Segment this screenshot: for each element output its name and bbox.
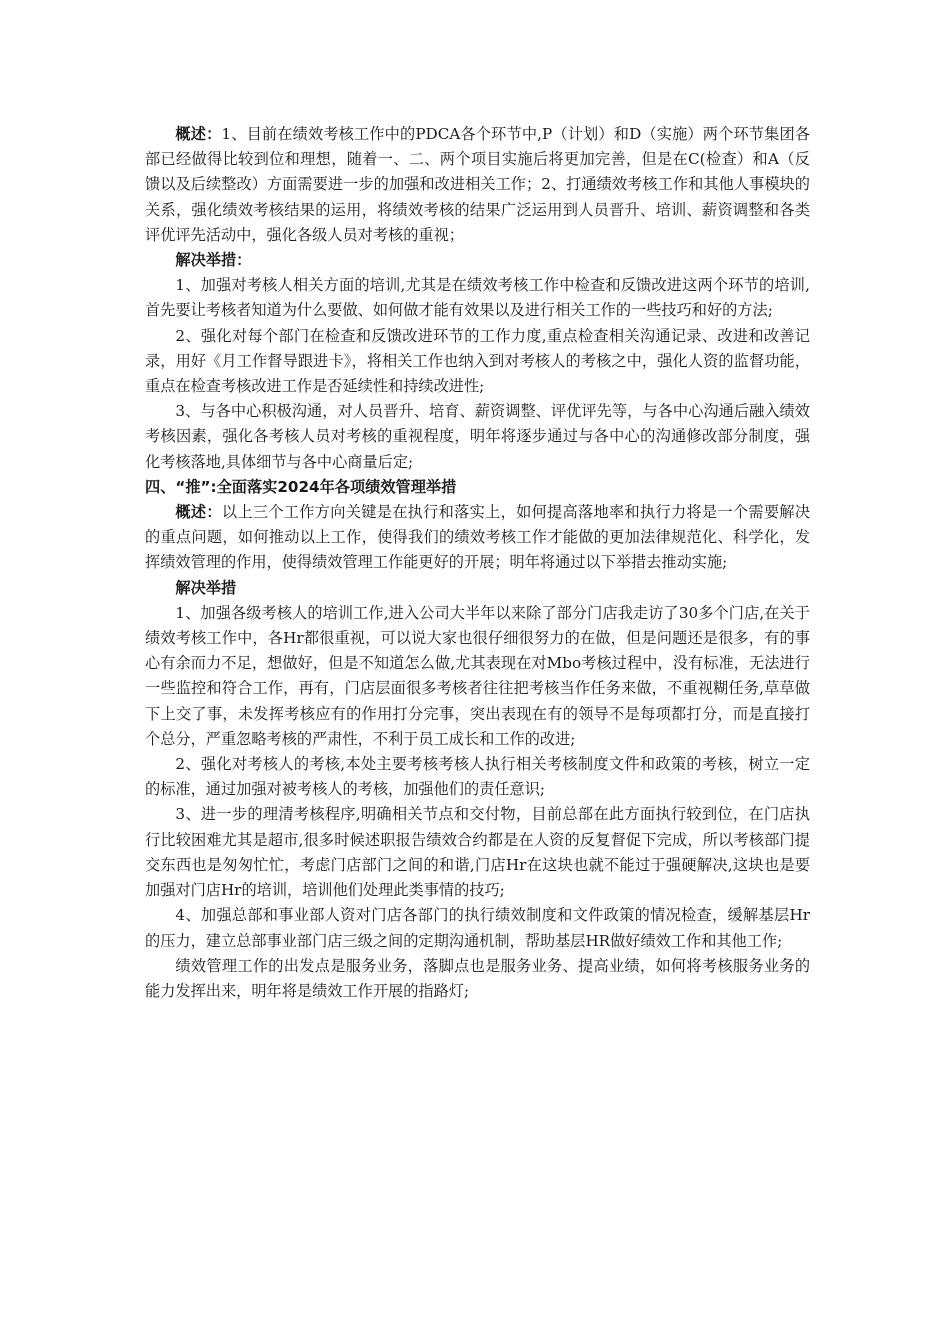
overview-paragraph-2 [145,500,810,576]
closing-paragraph: 绩效管理工作的出发点是服务业务，落脚点也是服务业务、提高业绩，如何将考核服务业务的能力发挥出来，明年将是绩效工作开展的指路灯; [145,956,810,1000]
solution-item: 3、与各中心积极沟通，对人员晋升、培育、薪资调整、评优评先等，与各中心沟通后融入绩效考核因素，强化各考核人员对考核的重视程度，明年将逐步通过与各中心的沟通修改部分制度，强化考核落地,具体细节与各中心商量后定; [145,402,810,471]
overview-label: 概述： [175,503,222,522]
section-four-title: 四、“推”:全面落实2024年各项绩效管理举措 [145,477,457,496]
solution-item: 1、加强各级考核人的培训工作,进入公司大半年以来除了部分门店我走访了30多个门店,在关于绩效考核工作中，各Hr都很重视，可以说大家也很仔细很努力的在做，但是问题还是很多，有的事心有余而力不足，想做好，但是不知道怎么做,尤其表现在对Mbo考核过程中，没有标准，无法进行一些监控和符合工作，再有，门店层面很多考核者往往把考核当作任务来做，不重视糊任务,草草做下上交了事，未发挥考核应有的作用打分完事，突出表现在有的领导不是每项都打分，而是直接打个总分，严重忽略考核的严肃性，不利于员工成长和工作的改进; [145,603,810,748]
solutions-heading-1: 解决举措： [175,251,252,270]
solution-item: 2、强化对考核人的考核,本处主要考核考核人执行相关考核制度文件和政策的考核，树立一定的标准，通过加强对被考核人的考核，加强他们的责任意识; [145,755,810,799]
solution-item: 2、强化对每个部门在检查和反馈改进环节的工作力度,重点检查相关沟通记录、改进和改善记录，用好《月工作督导跟进卡》，将相关工作也纳入到对考核人的考核之中，强化人资的监督功能，重点在检查考核改进工作是否延续性和持续改进性; [145,326,810,396]
overview-text: 1、目前在绩效考核工作中的PDCA各个环节中,P（计划）和D（实施）两个环节集团各部已经做得比较到位和理想，随着一、二、两个项目实施后将更加完善，但是在C(检查）和A（反馈以及后续整改）方面需要进一步的加强和改进相关工作；2、打通绩效考核工作和其他人事模块的关系，强化绩效考核结果的运用，将绩效考核的结果广泛运用到人员晋升、培训、薪资调整和各类评优评先活动中，强化各级人员对考核的重视； [145,125,811,244]
solution-item: 4、加强总部和事业部人资对门店各部门的执行绩效制度和文件政策的情况检查，缓解基层Hr的压力，建立总部事业部门店三级之间的定期沟通机制，帮助基层HR做好绩效工作和其他工作; [145,906,810,950]
overview-text: 以上三个工作方向关键是在执行和落实上，如何提高落地率和执行力将是一个需要解决的重点问题，如何推动以上工作，使得我们的绩效考核工作才能做的更加法律规范化、科学化，发挥绩效管理的作用，使得绩效管理工作能更好的开展；明年将通过以下举措去推动实施; [145,503,811,572]
document-page [145,122,810,1004]
overview-label: 概述： [175,125,222,143]
overview-paragraph-1 [145,122,810,248]
solution-item: 3、进一步的理清考核程序,明确相关节点和交付物，目前总部在此方面执行较到位，在门店执行比较困难尤其是超市,很多时候述职报告绩效合约都是在人资的反复督促下完成，所以考核部门提交东西也是匆匆忙忙，考虑门店部门之间的和谐,门店Hr在这块也就不能过于强硬解决,这块也是要加强对门店Hr的培训，培训他们处理此类事情的技巧; [145,805,810,900]
solution-item: 1、加强对考核人相关方面的培训,尤其是在绩效考核工作中检查和反馈改进这两个环节的培训,首先要让考核者知道为什么要做、如何做才能有效果以及进行相关工作的一些技巧和好的方法; [145,276,810,320]
solutions-heading-2: 解决举措 [175,578,237,597]
